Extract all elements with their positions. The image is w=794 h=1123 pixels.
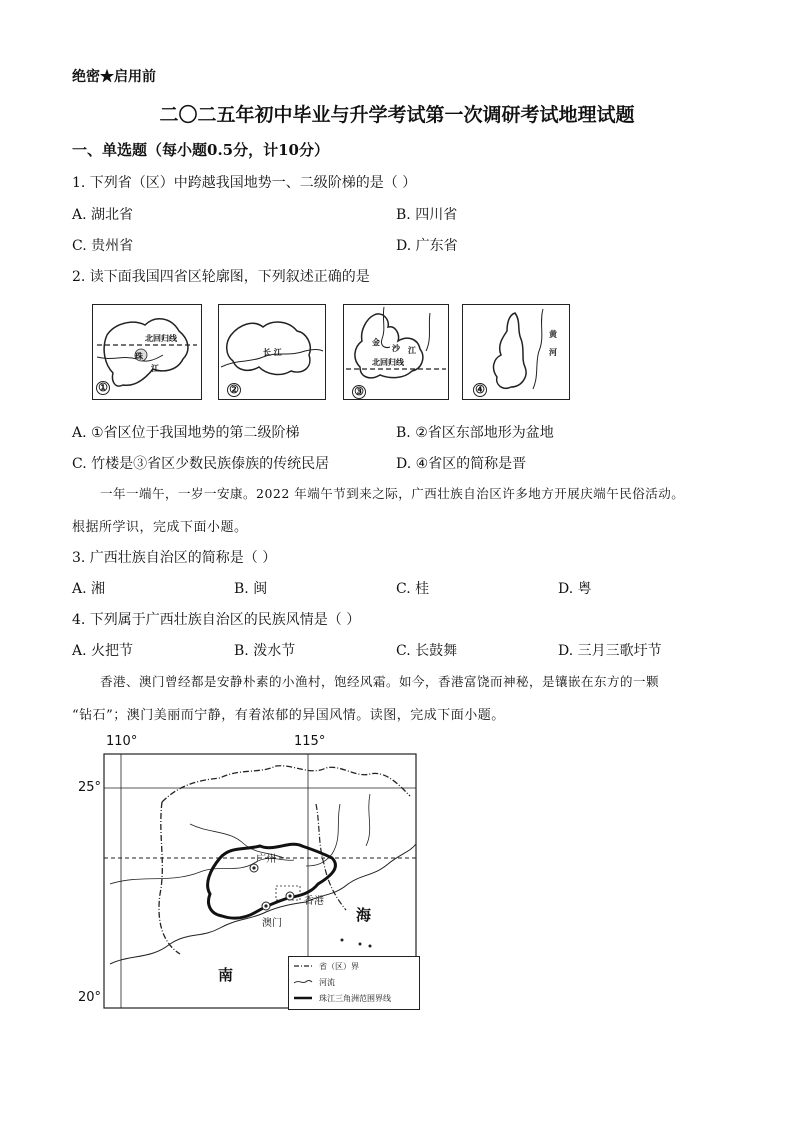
- map4-label-huang: 黄: [549, 329, 557, 339]
- page-title: 二〇二五年初中毕业与升学考试第一次调研考试地理试题: [159, 104, 635, 126]
- legend-row-prd-boundary: [293, 992, 391, 1004]
- q3-option-b: B. 闽: [234, 581, 268, 597]
- q2-option-b: B. ②省区东部地形为盆地: [396, 425, 554, 441]
- latitude-20-label: 20°: [78, 990, 102, 1005]
- map2-number: ②: [227, 383, 241, 397]
- question-1-stem: 1. 下列省（区）中跨越我国地势一、二级阶梯的是（ ）: [72, 175, 417, 191]
- map4-label-he: 河: [549, 347, 557, 357]
- map3-label-tropic: 北回归线: [372, 357, 404, 367]
- question-2-stem: 2. 读下面我国四省区轮廓图，下列叙述正确的是: [72, 269, 370, 285]
- q2-option-c: C. 竹楼是③省区少数民族傣族的传统民居: [72, 456, 330, 472]
- province-outline-map-3: [343, 304, 449, 400]
- latitude-25-label: 25°: [78, 780, 102, 795]
- province-outline-map-1: [92, 304, 202, 400]
- section-heading: 一、单选题（每小题0.5分，计10分）: [72, 141, 329, 159]
- legend-prd-boundary-label: 珠江三角洲范围界线: [319, 993, 391, 1003]
- legend-row-province-border: [293, 960, 359, 972]
- q4-option-a: A. 火把节: [72, 643, 134, 659]
- q1-option-d: D. 广东省: [396, 238, 458, 254]
- q4-option-c: C. 长鼓舞: [396, 643, 458, 659]
- longitude-115-label: 115°: [294, 734, 326, 749]
- map2-label-changjiang: 长 江: [263, 347, 282, 357]
- q1-option-a: A. 湖北省: [72, 207, 134, 223]
- map1-label-jiang: 江: [151, 363, 159, 373]
- passage-2-line-2: “钻石”；澳门美丽而宁静，有着浓郁的异国风情。读图，完成下面小题。: [72, 708, 505, 723]
- river-line-icon: [293, 978, 313, 986]
- map3-number: ③: [352, 385, 366, 399]
- map4-number: ④: [473, 383, 487, 397]
- city-hongkong-label: 香港: [304, 896, 324, 907]
- passage-2-line-1: 香港、澳门曾经都是安静朴素的小渔村，饱经风霜。如今，香港富饶而神秘，是镶嵌在东方的一颗: [100, 674, 660, 689]
- sea-label-nan: 南: [218, 966, 234, 984]
- legend-river-label: 河流: [319, 977, 335, 987]
- question-4-stem: 4. 下列属于广西壮族自治区的民族风情是（ ）: [72, 612, 361, 628]
- q1-option-b: B. 四川省: [396, 207, 458, 223]
- q3-option-a: A. 湘: [72, 581, 106, 597]
- city-macau-label: 澳门: [262, 918, 282, 929]
- map-legend: [288, 956, 420, 1010]
- legend-row-river: [293, 976, 335, 988]
- map3-label-jin: 金: [372, 337, 380, 347]
- passage-1-line-2: 根据所学识，完成下面小题。: [72, 520, 248, 535]
- map3-label-jiang: 江: [408, 345, 416, 355]
- province-outline-map-4: [462, 304, 570, 400]
- q4-option-d: D. 三月三歌圩节: [558, 643, 662, 659]
- passage-1-line-1: 一年一端午，一岁一安康。2022 年端午节到来之际，广西壮族自治区许多地方开展庆端午民俗活动。: [100, 486, 685, 501]
- province-outline-map-2: [218, 304, 326, 400]
- q3-option-d: D. 粤: [558, 581, 592, 597]
- city-guangzhou-label: 广州: [256, 854, 276, 865]
- question-3-stem: 3. 广西壮族自治区的简称是（ ）: [72, 550, 277, 566]
- prd-boundary-line-icon: [293, 994, 313, 1002]
- secret-label: 绝密★启用前: [72, 69, 156, 85]
- legend-province-border-label: 省（区）界: [319, 961, 359, 971]
- longitude-110-label: 110°: [106, 734, 138, 749]
- map1-label-zhu: 珠: [135, 351, 143, 361]
- map3-label-sha: 沙: [392, 343, 400, 353]
- province-border-line-icon: [293, 962, 313, 970]
- q2-option-d: D. ④省区的简称是晋: [396, 456, 527, 472]
- pearl-river-delta-map: [70, 734, 430, 1014]
- q3-option-c: C. 桂: [396, 581, 430, 597]
- q2-option-a: A. ①省区位于我国地势的第二级阶梯: [72, 425, 300, 441]
- q4-option-b: B. 泼水节: [234, 643, 296, 659]
- sea-label-hai: 海: [356, 906, 372, 924]
- map1-label-tropic: 北回归线: [145, 333, 177, 343]
- q1-option-c: C. 贵州省: [72, 238, 134, 254]
- map1-number: ①: [96, 381, 110, 395]
